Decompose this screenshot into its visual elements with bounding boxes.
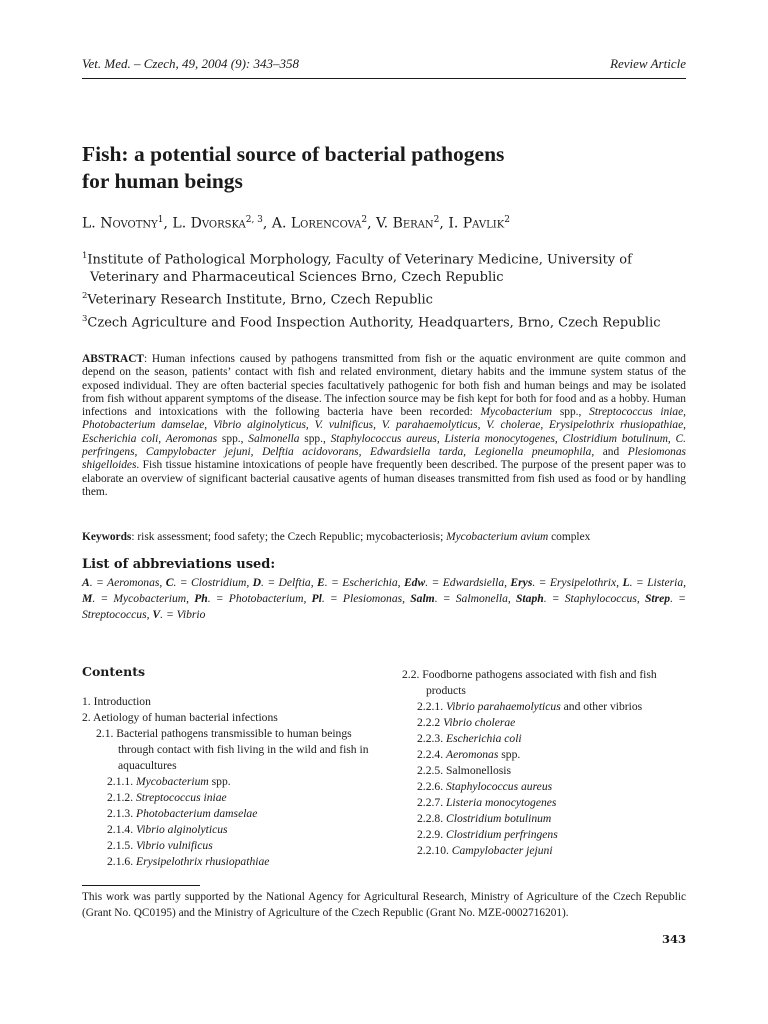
toc-number: 2.2.9. [417, 828, 446, 841]
affiliation [82, 310, 692, 332]
header-rule [82, 78, 686, 79]
abbreviation: D [252, 576, 262, 589]
toc-number: 2.2.10. [417, 844, 452, 857]
abbreviation-full: Plesiomonas [342, 592, 403, 605]
toc-entry [402, 747, 686, 763]
abstract-species: Salmonella [248, 432, 300, 445]
abbreviation: M [82, 592, 93, 605]
author-separator: , [163, 215, 173, 232]
abbreviation-comma: , [402, 592, 411, 605]
toc-number: 2.1.3. [107, 807, 136, 820]
toc-number: 2.1.5. [107, 839, 136, 852]
toc-text: spp. [208, 775, 231, 788]
abbreviation-comma: , [616, 576, 623, 589]
author-separator: , [439, 215, 449, 232]
abbreviation-full: Aeromonas [107, 576, 160, 589]
abbreviations-list [82, 575, 686, 623]
keywords-label: Keywords [82, 531, 132, 543]
author-initial: I. [448, 215, 463, 232]
author-affil-mark: 1 [157, 215, 164, 225]
abbreviation: Strep [644, 592, 671, 605]
abbreviation-sep: . = [434, 592, 456, 605]
abstract-species: Streptococcus iniae, Photobacterium damselae, Vibrio alginolyticus, V. vulnificus, V. parahaemolyticus, V. cholerae, Erysipelothrix rhusiopathiae, Escherichia coli, Aeromonas [82, 406, 687, 445]
abstract-text: spp., [299, 432, 331, 445]
author-affil-mark: 2 [361, 215, 368, 225]
abbreviation-full: Staphylococcus [564, 592, 637, 605]
affiliation-text: Institute of Pathological Morphology, Faculty of Veterinary Medicine, University of Veterinary and Pharmaceutical Sciences Brno, Czech Republic [87, 252, 632, 286]
toc-text: Aetiology of human bacterial infections [92, 711, 278, 724]
abbreviation-sep: . = [629, 576, 648, 589]
toc-number: 2.2.1. [417, 700, 446, 713]
toc-italic: Listeria monocytogenes [445, 796, 557, 809]
abbreviation-full: Erysipelothrix [549, 576, 617, 589]
abbreviation-sep: . = [543, 592, 565, 605]
toc-entry [402, 779, 686, 795]
author-surname: Beran [392, 215, 434, 232]
abbreviation: E [317, 576, 325, 589]
toc-italic: Streptococcus iniae [135, 791, 227, 804]
toc-italic: Erysipelothrix rhusiopathiae [135, 855, 270, 868]
author-surname: Novotny [100, 215, 158, 232]
toc-number: 2.2.3. [417, 732, 446, 745]
abbreviation-sep: . = [321, 592, 343, 605]
article-title [82, 141, 686, 195]
abbreviation-full: Streptococcus [82, 608, 147, 621]
toc-entry [82, 838, 378, 854]
abstract-text: and [594, 446, 628, 459]
contents-left-column [82, 664, 378, 870]
toc-number: 2.1. [96, 727, 117, 740]
abbreviation-sep: . = [324, 576, 343, 589]
toc-text: Foodborne pathogens associated with fish and fish products [422, 668, 657, 697]
toc-entry [82, 806, 378, 822]
author-affil-mark: 2 [504, 215, 510, 225]
toc-italic: Mycobacterium [135, 775, 209, 788]
abstract-label: ABSTRACT [82, 353, 145, 365]
author-initial: A. [271, 215, 291, 232]
abbreviation: Erys [510, 576, 533, 589]
author-surname: Dvorska [190, 215, 246, 232]
abbreviation-full: Listeria [647, 576, 684, 589]
affiliation-number: 3 [82, 313, 88, 324]
running-header [82, 56, 686, 76]
toc-italic: Escherichia coli [445, 732, 522, 745]
toc-number: 2. [82, 711, 93, 724]
abbreviation-comma: , [303, 592, 312, 605]
toc-number: 2.2.4. [417, 748, 446, 761]
abstract [82, 353, 686, 499]
abbreviation-full: Escherichia [342, 576, 398, 589]
abbreviation-full: Edwardsiella [442, 576, 505, 589]
toc-number: 2.2.6. [417, 780, 446, 793]
keywords-text: : risk assessment; food safety; the Czech Republic; mycobacteriosis; [131, 531, 447, 543]
author-surname: Lorencova [290, 215, 362, 232]
toc-entry [402, 795, 686, 811]
toc-entry [82, 790, 378, 806]
abbreviation: Ph [194, 592, 208, 605]
toc-number: 2.2.5. [417, 764, 446, 777]
contents-heading: Contents [82, 664, 146, 679]
abbreviation-sep: . = [89, 576, 108, 589]
abstract-species: Mycobacterium [480, 406, 553, 419]
toc-italic: Vibrio vulnificus [135, 839, 213, 852]
abbreviation: Pl [311, 592, 322, 605]
abbreviation-comma: , [507, 592, 516, 605]
abbreviation-comma: , [146, 608, 153, 621]
keywords [82, 530, 686, 544]
toc-entry [82, 822, 378, 838]
toc-entry [82, 774, 378, 790]
abbreviation-comma: , [186, 592, 195, 605]
abbreviation: Edw [403, 576, 426, 589]
toc-entry [402, 699, 686, 715]
toc-number: 2.2.2 [417, 716, 444, 729]
author-initial: L. [82, 215, 101, 232]
abbreviation-comma: , [683, 576, 687, 589]
toc-entry [402, 731, 686, 747]
abbreviation-sep: . = [425, 576, 443, 589]
toc-italic: Staphylococcus aureus [445, 780, 553, 793]
abbreviation-full: Clostridium [190, 576, 247, 589]
toc-italic: Campylobacter jejuni [451, 844, 553, 857]
contents-right-column [402, 667, 686, 859]
toc-number: 2.1.6. [107, 855, 136, 868]
abstract-text: spp., [552, 406, 590, 419]
footnote-rule [82, 885, 200, 886]
abbreviation: Staph [515, 592, 544, 605]
toc-entry [82, 854, 378, 870]
funding-footnote: This work was partly supported by the National Agency for Agricultural Research, Ministry of Agriculture of the Czech Republic (Grant No. QC0195) and the Ministry of Agriculture of the Czech Republic (Grant No. MZE-0002716201). [82, 891, 686, 919]
author-separator: , [262, 215, 272, 232]
affiliation-number: 2 [82, 291, 88, 302]
abbreviation-comma: , [159, 576, 166, 589]
toc-text: and other vibrios [560, 700, 643, 713]
affiliation [82, 247, 692, 287]
author-affil-mark: 2, 3 [245, 215, 263, 225]
toc-number: 2.2.7. [417, 796, 446, 809]
title-line-2: for human beings [82, 169, 243, 193]
page-number: 343 [661, 932, 686, 946]
journal-citation: Vet. Med. – Czech, 49, 2004 (9): 343–358 [82, 56, 299, 71]
toc-number: 2.2.8. [417, 812, 446, 825]
affiliation [82, 287, 692, 309]
abbreviation-sep: . = [532, 576, 550, 589]
toc-number: 2.1.4. [107, 823, 136, 836]
toc-number: 1. [82, 695, 94, 708]
abbreviation: L [622, 576, 630, 589]
toc-entry [402, 667, 686, 699]
author-surname: Pavlik [462, 215, 505, 232]
toc-text: spp. [498, 748, 521, 761]
toc-text: Salmonellosis [445, 764, 512, 777]
toc-italic: Vibrio cholerae [443, 716, 516, 729]
abstract-text: : Human infections caused by pathogens transmitted from fish or the aquatic environment are quite common and depend on the season, patients’ contact with fish and related environment, dietary habits and the immune system status of the exposed individual. They are often bacterial species facultatively pathogenic for both fish and human beings and may be isolated from fish without apparent symptoms of the disease. The infection source may be fish kept for both for food and as a hobby. Human infections and intoxications with the following bacteria have been recorded: [82, 353, 686, 419]
abbreviation-comma: , [504, 576, 511, 589]
toc-italic: Clostridium botulinum [445, 812, 552, 825]
abbreviation-full: Salmonella [455, 592, 508, 605]
abbreviation-sep: . = [160, 608, 177, 621]
title-line-1: Fish: a potential source of bacterial pathogens [82, 142, 505, 166]
toc-entry [82, 710, 378, 726]
abbreviation-sep: . = [173, 576, 191, 589]
abbreviation-full: Delftia [278, 576, 311, 589]
abstract-text: . Fish tissue histamine intoxications of people have frequently been described. The purpose of the present paper was to elaborate an overview of significant bacterial causative agents of human diseases transmitted from fish used as food or by handling them. [82, 459, 686, 498]
abbreviations-heading: List of abbreviations used: [82, 557, 276, 572]
abbreviation-comma: , [310, 576, 318, 589]
keywords-tail: complex [548, 531, 591, 543]
article-type: Review Article [610, 56, 686, 71]
toc-number: 2.1.2. [107, 791, 136, 804]
author-list [82, 211, 686, 233]
abbreviation-comma: , [246, 576, 253, 589]
keywords-italic: Mycobacterium avium [446, 531, 549, 543]
toc-italic: Vibrio alginolyticus [135, 823, 228, 836]
toc-number: 2.1.1. [107, 775, 136, 788]
author-affil-mark: 2 [433, 215, 440, 225]
toc-italic: Clostridium perfringens [445, 828, 558, 841]
affiliation-text: Czech Agriculture and Food Inspection Authority, Headquarters, Brno, Czech Republic [87, 314, 661, 330]
abbreviation-full: Photobacterium [228, 592, 304, 605]
author-initial: L. [172, 215, 191, 232]
abbreviation: Salm [410, 592, 435, 605]
abbreviation-sep: . = [261, 576, 279, 589]
abbreviation-sep: . = [670, 592, 686, 605]
abbreviation-sep: . = [92, 592, 114, 605]
toc-entry [82, 694, 378, 710]
toc-italic: Aeromonas [445, 748, 499, 761]
toc-italic: Vibrio parahaemolyticus [445, 700, 561, 713]
toc-entry [402, 843, 686, 859]
affiliation-text: Veterinary Research Institute, Brno, Czech Republic [87, 292, 433, 308]
abbreviation-comma: , [397, 576, 404, 589]
author-initial: V. [376, 215, 393, 232]
abbreviation-comma: , [636, 592, 645, 605]
toc-entry [402, 827, 686, 843]
affiliation-list [82, 247, 692, 332]
abbreviation: C [165, 576, 174, 589]
abbreviation: V [152, 608, 161, 621]
toc-italic: Photobacterium damselae [135, 807, 258, 820]
abstract-species: Staphylococcus aureus, Listeria monocytogenes, Clostridium botulinum, C. perfringens, Campylobacter jejuni, Delftia acidovorans, Edwardsiella tarda, Legionella pneumophila, [82, 432, 687, 459]
toc-text: Introduction [93, 695, 151, 708]
toc-entry [402, 715, 686, 731]
toc-text: Bacterial pathogens transmissible to human beings through contact with fish living in the wild and fish in aquacultures [116, 727, 369, 772]
affiliation-number: 1 [82, 251, 88, 261]
toc-entry [402, 811, 686, 827]
abstract-text: spp., [217, 432, 249, 445]
toc-entry [82, 726, 378, 774]
abbreviation-sep: . = [207, 592, 229, 605]
toc-number: 2.2. [402, 668, 423, 681]
toc-entry [402, 763, 686, 779]
abstract-species: Plesiomonas shigelloides [82, 446, 686, 472]
abbreviation-full: Mycobacterium [113, 592, 187, 605]
author-separator: , [367, 215, 376, 232]
abbreviation-full: Vibrio [176, 608, 206, 621]
abbreviation: A [82, 576, 90, 589]
